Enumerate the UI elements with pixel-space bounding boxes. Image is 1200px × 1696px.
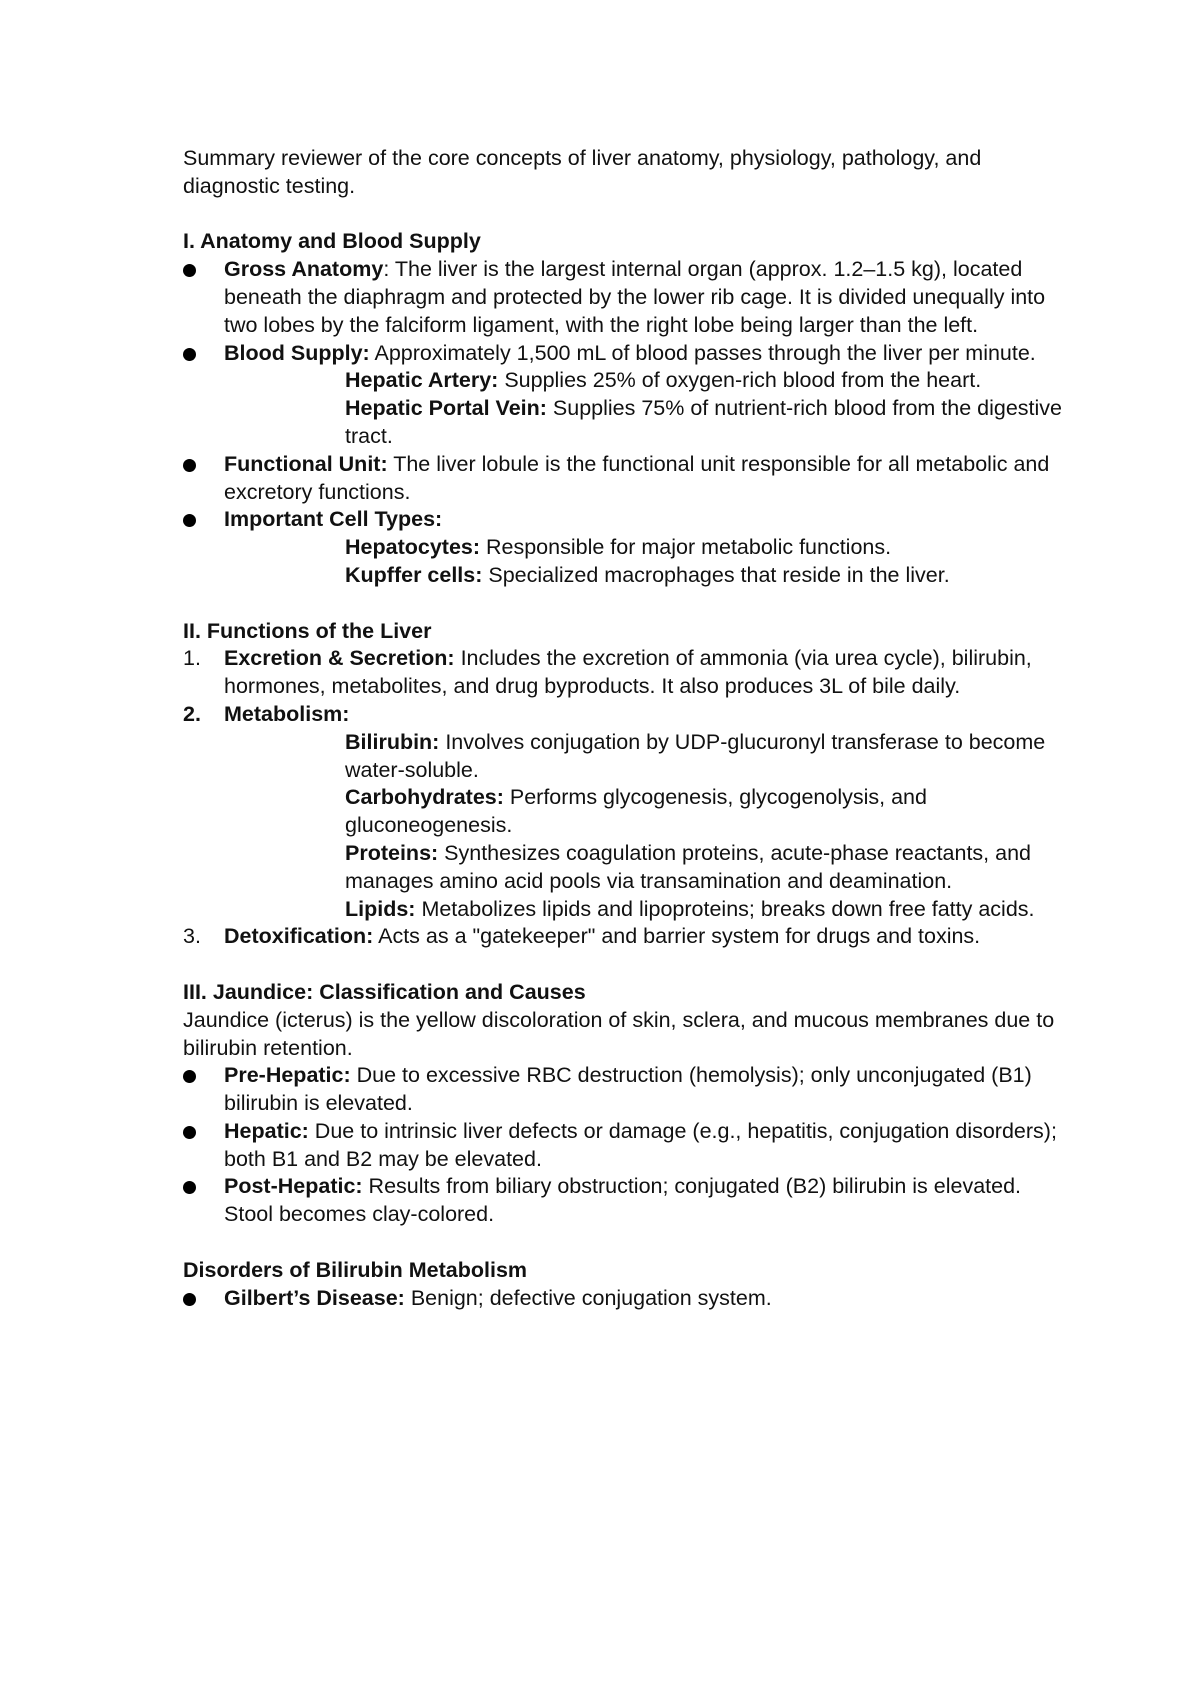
- sub-item-proteins: [183, 840, 1063, 896]
- bullet-item-gilberts-disease: [183, 1285, 1063, 1313]
- item-label: Hepatic:: [224, 1118, 309, 1143]
- item-label: Hepatic Artery:: [345, 368, 499, 393]
- item-text: Approximately 1,500 mL of blood passes through the liver per minute.: [369, 340, 1036, 365]
- sub-item-lipids: [183, 896, 1063, 924]
- item-label: Gross Anatomy: [224, 257, 384, 282]
- item-text: Supplies 25% of oxygen-rich blood from the heart.: [498, 368, 982, 393]
- numbered-item-metabolism: [183, 701, 1063, 729]
- item-label: Kupffer cells:: [345, 562, 483, 587]
- item-label: Pre-Hepatic:: [224, 1063, 351, 1088]
- section-heading-anatomy: I. Anatomy and Blood Supply: [183, 229, 481, 254]
- item-text: Results from biliary obstruction; conjugated (B2) bilirubin is elevated. Stool becomes clay-colored.: [224, 1174, 1022, 1227]
- bullet-icon: [183, 1070, 196, 1083]
- item-text: : The liver is the largest internal organ (approx. 1.2–1.5 kg), located beneath the diaphragm and protected by the lower rib cage. It is divided unequally into two lobes by the falciform ligament, with the right lobe being larger than the left.: [224, 257, 1046, 337]
- item-text: Synthesizes coagulation proteins, acute-phase reactants, and manages amino acid pools via transamination and deamination.: [345, 840, 1032, 893]
- bullet-icon: [183, 348, 196, 361]
- bullet-icon: [183, 514, 196, 527]
- item-text: Acts as a "gatekeeper" and barrier system for drugs and toxins.: [373, 924, 981, 949]
- section-heading-jaundice: III. Jaundice: Classification and Causes: [183, 979, 586, 1004]
- item-number: 3.: [183, 924, 201, 949]
- item-text: Supplies 75% of nutrient-rich blood from the digestive tract.: [345, 396, 1063, 448]
- item-text: Benign; defective conjugation system.: [404, 1285, 772, 1310]
- bullet-item-pre-hepatic: [183, 1062, 1063, 1118]
- item-text: Includes the excretion of ammonia (via urea cycle), bilirubin, hormones, metabolites, and drug byproducts. It also produces 3L of bile daily.: [224, 646, 1032, 699]
- item-text: The liver lobule is the functional unit responsible for all metabolic and excretory functions.: [224, 451, 1050, 504]
- item-text: Due to intrinsic liver defects or damage (e.g., hepatitis, conjugation disorders); both B1 and B2 may be elevated.: [224, 1118, 1057, 1171]
- item-label: Lipids:: [345, 896, 416, 921]
- item-label: Hepatocytes:: [345, 535, 481, 560]
- item-label: Gilbert’s Disease:: [224, 1285, 405, 1310]
- item-text: Involves conjugation by UDP-glucuronyl transferase to become water-soluble.: [345, 729, 1046, 782]
- sub-item-hepatic-portal-vein: [183, 395, 1063, 451]
- bullet-item-cell-types: [183, 506, 1063, 534]
- item-label: Bilirubin:: [345, 729, 440, 754]
- item-text: Responsible for major metabolic functions.: [480, 535, 892, 560]
- item-text: Metabolizes lipids and lipoproteins; breaks down free fatty acids.: [415, 896, 1035, 921]
- bullet-icon: [183, 459, 196, 472]
- bullet-icon: [183, 264, 196, 277]
- sub-item-hepatocytes: [183, 534, 1063, 562]
- sub-item-hepatic-artery: [183, 367, 1063, 395]
- item-label: Important Cell Types:: [224, 507, 443, 532]
- bullet-item-gross-anatomy: [183, 256, 1063, 339]
- item-label: Carbohydrates:: [345, 785, 504, 810]
- bullet-icon: [183, 1293, 196, 1306]
- item-number: 1.: [183, 646, 201, 671]
- bullet-item-functional-unit: [183, 451, 1063, 507]
- section-heading-functions: II. Functions of the Liver: [183, 618, 432, 643]
- bullet-item-blood-supply: [183, 340, 1063, 368]
- item-number: 2.: [183, 701, 201, 726]
- jaundice-intro: Jaundice (icterus) is the yellow discoloration of skin, sclera, and mucous membranes due to bilirubin retention.: [183, 1007, 1055, 1060]
- intro-paragraph: Summary reviewer of the core concepts of liver anatomy, physiology, pathology, and diagnostic testing.: [183, 146, 982, 198]
- numbered-item-detoxification: [183, 923, 1063, 951]
- item-label: Metabolism:: [224, 701, 350, 726]
- spacer: [183, 1229, 1063, 1257]
- item-label: Proteins:: [345, 840, 439, 865]
- item-label: Excretion & Secretion:: [224, 646, 455, 671]
- spacer: [183, 951, 1063, 979]
- item-text: Due to excessive RBC destruction (hemolysis); only unconjugated (B1) bilirubin is elevated.: [224, 1063, 1032, 1116]
- item-text: Performs glycogenesis, glycogenolysis, and gluconeogenesis.: [345, 785, 927, 838]
- item-text: Specialized macrophages that reside in the liver.: [482, 562, 950, 587]
- sub-item-bilirubin: [183, 729, 1063, 785]
- spacer: [183, 590, 1063, 618]
- item-label: Post-Hepatic:: [224, 1174, 363, 1199]
- bullet-item-hepatic: [183, 1118, 1063, 1174]
- item-label: Blood Supply:: [224, 340, 370, 365]
- numbered-item-excretion: [183, 645, 1063, 701]
- item-label: Hepatic Portal Vein:: [345, 396, 547, 421]
- bullet-icon: [183, 1181, 196, 1194]
- item-label: Functional Unit:: [224, 451, 388, 476]
- item-label: Detoxification:: [224, 924, 374, 949]
- bullet-item-post-hepatic: [183, 1173, 1063, 1229]
- sub-item-kupffer-cells: [183, 562, 1063, 590]
- sub-item-carbohydrates: [183, 784, 1063, 840]
- document-body: [183, 145, 1063, 1312]
- bullet-icon: [183, 1126, 196, 1139]
- section-heading-disorders: Disorders of Bilirubin Metabolism: [183, 1257, 528, 1282]
